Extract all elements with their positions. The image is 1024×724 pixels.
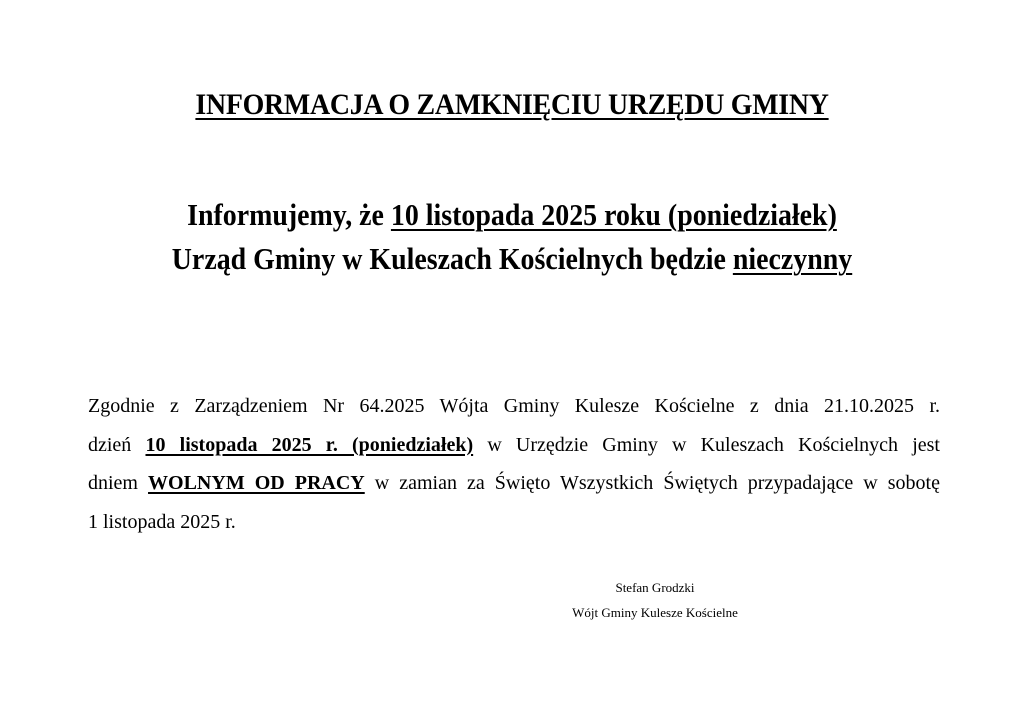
body-line-1: Zgodnie z Zarządzeniem Nr 64.2025 Wójta Gminy Kulesze Kościelne z dnia 21.10.2025 r. [88, 395, 940, 417]
body-line-2-prefix: dzień [88, 433, 146, 456]
headline-date: 10 listopada 2025 roku (poniedziałek) [390, 197, 837, 232]
document-title-text: INFORMACJA O ZAMKNIĘCIU URZĘDU GMINY [195, 88, 829, 121]
document-title [36, 88, 988, 122]
body-line-2 [88, 426, 940, 465]
body-line-3-prefix: dniem [88, 472, 149, 494]
body-line-2-suffix: w Urzędzie Gminy w Kuleszach Kościelnych jest [473, 433, 940, 456]
signature-block [560, 575, 750, 625]
headline-line-1 [51, 193, 973, 237]
headline-office: Urząd Gminy w Kuleszach Kościelnych będzie [171, 241, 733, 276]
body-line-4: 1 listopada 2025 r. [88, 510, 236, 533]
body-paragraph [88, 387, 940, 541]
signature-position: Wójt Gminy Kulesze Kościelne [572, 605, 738, 620]
signature-name: Stefan Grodzki [615, 580, 695, 595]
headline-prefix: Informujemy, że [187, 197, 391, 232]
headline [51, 193, 973, 281]
headline-line-2 [51, 237, 973, 281]
body-line-3 [88, 464, 940, 503]
body-line-3-suffix: w zamian za Święto Wszystkich Świętych przypadające w sobotę [364, 472, 940, 494]
headline-closed: nieczynny [732, 241, 853, 276]
body-day-off-highlight: WOLNYM OD PRACY [148, 472, 365, 494]
body-date-highlight: 10 listopada 2025 r. (poniedziałek) [145, 433, 474, 456]
